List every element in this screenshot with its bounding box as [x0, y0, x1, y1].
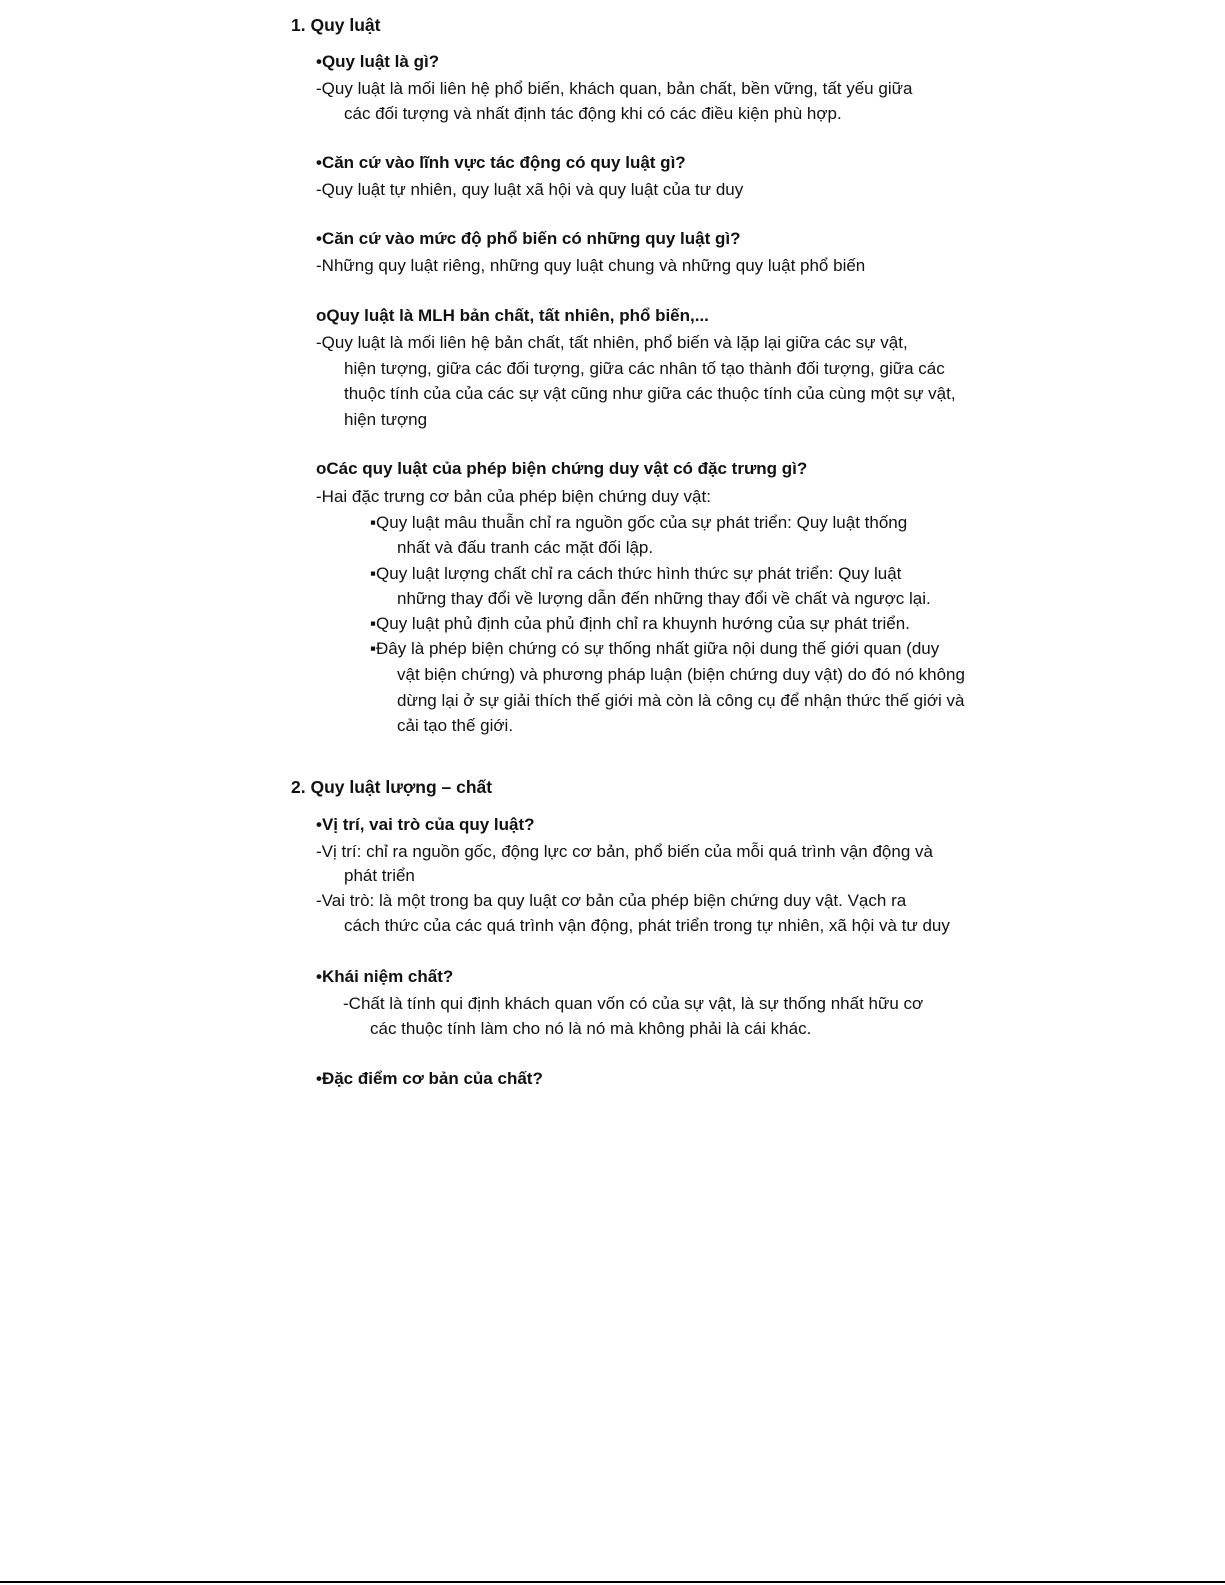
dash-marker: - — [316, 79, 322, 98]
subitem-line — [370, 512, 907, 534]
section-heading: 2. Quy luật lượng – chất — [291, 777, 493, 797]
item-line — [316, 890, 906, 912]
dash-marker: - — [316, 180, 322, 199]
block-title — [316, 458, 807, 480]
square-marker: ▪ — [370, 639, 377, 658]
item-line — [316, 78, 912, 100]
item-line — [343, 993, 923, 1015]
square-marker: ▪ — [370, 564, 377, 583]
item-line — [316, 255, 865, 277]
subitem-line: nhất và đấu tranh các mặt đối lập. — [397, 538, 654, 557]
block-title — [316, 228, 740, 250]
block-title-text: Các quy luật của phép biện chứng duy vật có đặc trưng gì? — [326, 459, 808, 478]
item-text: Quy luật tự nhiên, quy luật xã hội và quy luật của tư duy — [321, 180, 744, 199]
subitem-text: Đây là phép biện chứng có sự thống nhất giữa nội dung thế giới quan (duy — [376, 639, 940, 658]
item-line — [316, 841, 933, 863]
block-title — [316, 966, 453, 988]
subitem-text: Quy luật lượng chất chỉ ra cách thức hình thức sự phát triển: Quy luật — [376, 564, 902, 583]
dash-marker: - — [316, 891, 322, 910]
item-line: các đối tượng và nhất định tác động khi có các điều kiện phù hợp. — [344, 104, 842, 123]
item-text: Vai trò: là một trong ba quy luật cơ bản của phép biện chứng duy vật. Vạch ra — [321, 891, 907, 910]
bullet-marker: • — [316, 153, 322, 172]
item-line: các thuộc tính làm cho nó là nó mà không phải là cái khác. — [370, 1019, 812, 1038]
item-line: thuộc tính của của các sự vật cũng như giữa các thuộc tính của cùng một sự vật, — [344, 384, 956, 403]
item-text: Những quy luật riêng, những quy luật chung và những quy luật phổ biến — [321, 256, 866, 275]
square-marker: ▪ — [370, 513, 377, 532]
item-text: Hai đặc trưng cơ bản của phép biện chứng duy vật: — [321, 487, 711, 506]
block-title — [316, 51, 439, 73]
subitem-text: Quy luật phủ định của phủ định chỉ ra khuynh hướng của sự phát triển. — [376, 614, 910, 633]
block-title-text: Quy luật là gì? — [321, 52, 440, 71]
block-title-text: Căn cứ vào mức độ phổ biến có những quy luật gì? — [321, 229, 741, 248]
subitem-line: cải tạo thế giới. — [397, 716, 514, 735]
block-title-text: Quy luật là MLH bản chất, tất nhiên, phổ biến,... — [326, 306, 709, 325]
item-text: Chất là tính qui định khách quan vốn có của sự vật, là sự thống nhất hữu cơ — [348, 994, 924, 1013]
subitem-line: dừng lại ở sự giải thích thế giới mà còn là công cụ để nhận thức thế giới và — [397, 691, 965, 710]
block-title — [316, 152, 686, 174]
item-line: hiện tượng, giữa các đối tượng, giữa các nhân tố tạo thành đối tượng, giữa các — [344, 359, 945, 378]
bullet-marker: • — [316, 815, 322, 834]
item-text: Quy luật là mối liên hệ phổ biến, khách quan, bản chất, bền vững, tất yếu giữa — [321, 79, 913, 98]
subitem-text: Quy luật mâu thuẫn chỉ ra nguồn gốc của sự phát triển: Quy luật thống — [376, 513, 908, 532]
section-heading: 1. Quy luật — [291, 15, 381, 35]
bullet-marker: • — [316, 52, 322, 71]
item-text: Vị trí: chỉ ra nguồn gốc, động lực cơ bản, phổ biến của mỗi quá trình vận động và — [321, 842, 933, 861]
block-title — [316, 305, 709, 327]
bullet-marker: • — [316, 229, 322, 248]
dash-marker: - — [316, 487, 322, 506]
subitem-line — [370, 563, 901, 585]
subitem-line: vật biện chứng) và phương pháp luận (biện chứng duy vật) do đó nó không — [397, 665, 965, 684]
block-title-text: Vị trí, vai trò của quy luật? — [321, 815, 535, 834]
circle-marker: o — [316, 306, 327, 325]
dash-marker: - — [316, 842, 322, 861]
block-title-text: Căn cứ vào lĩnh vực tác động có quy luật gì? — [321, 153, 686, 172]
block-title — [316, 814, 535, 836]
subitem-line — [370, 613, 910, 635]
block-title-text: Khái niệm chất? — [321, 967, 454, 986]
page-bottom-border — [0, 1581, 1225, 1583]
dash-marker: - — [316, 256, 322, 275]
item-line: hiện tượng — [344, 410, 428, 429]
subitem-line: những thay đổi về lượng dẫn đến những thay đổi về chất và ngược lại. — [397, 589, 931, 608]
item-text: Quy luật là mối liên hệ bản chất, tất nhiên, phổ biến và lặp lại giữa các sự vật, — [321, 333, 908, 352]
item-line — [316, 486, 711, 508]
dash-marker: - — [316, 333, 322, 352]
dash-marker: - — [343, 994, 349, 1013]
item-line — [316, 332, 908, 354]
item-line: cách thức của các quá trình vận động, phát triển trong tự nhiên, xã hội và tư duy — [344, 916, 950, 935]
block-title — [316, 1068, 543, 1090]
subitem-line — [370, 638, 939, 660]
square-marker: ▪ — [370, 614, 377, 633]
bullet-marker: • — [316, 1069, 322, 1088]
bullet-marker: • — [316, 967, 322, 986]
block-title-text: Đặc điểm cơ bản của chất? — [321, 1069, 543, 1088]
item-line — [316, 179, 743, 201]
circle-marker: o — [316, 459, 327, 478]
item-line: phát triển — [344, 866, 415, 885]
